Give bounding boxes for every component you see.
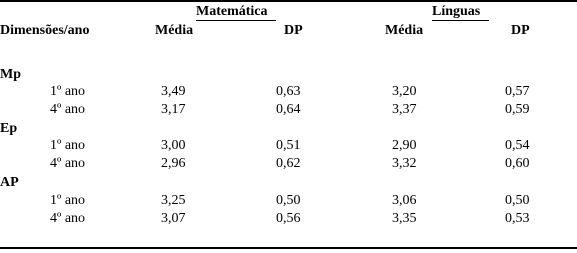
column-header-dimensions-year: Dimensões/ano <box>0 23 90 38</box>
cell-lin-dp: 0,54 <box>505 138 530 153</box>
column-header-lin-dp: DP <box>511 23 530 38</box>
cell-mat-dp: 0,62 <box>276 156 301 171</box>
cell-mat-media: 3,25 <box>161 193 186 208</box>
cell-mat-dp: 0,50 <box>276 193 301 208</box>
section-label-mp: Mp <box>0 67 21 82</box>
cell-lin-dp: 0,57 <box>505 84 530 99</box>
cell-lin-media: 3,37 <box>392 102 417 117</box>
cell-lin-media: 3,35 <box>392 211 417 226</box>
group-header-matematica-underline <box>196 20 276 21</box>
column-header-lin-media: Média <box>385 23 424 38</box>
section-label-ap: AP <box>0 175 19 190</box>
cell-lin-media: 3,20 <box>392 84 417 99</box>
cell-mat-dp: 0,63 <box>276 84 301 99</box>
cell-mat-media: 3,49 <box>161 84 186 99</box>
column-header-mat-media: Média <box>155 23 194 38</box>
cell-mat-media: 3,17 <box>161 102 186 117</box>
column-header-mat-dp: DP <box>284 23 303 38</box>
group-header-matematica: Matemática <box>196 4 268 19</box>
row-label: 4º ano <box>50 156 86 171</box>
table-bottom-rule <box>0 247 577 249</box>
cell-lin-dp: 0,59 <box>505 102 530 117</box>
cell-mat-dp: 0,51 <box>276 138 301 153</box>
group-header-linguas: Línguas <box>432 4 481 19</box>
cell-lin-media: 3,06 <box>392 193 417 208</box>
cell-mat-media: 2,96 <box>161 156 186 171</box>
group-header-linguas-underline <box>432 20 489 21</box>
cell-lin-media: 2,90 <box>392 138 417 153</box>
cell-lin-dp: 0,50 <box>505 193 530 208</box>
cell-lin-media: 3,32 <box>392 156 417 171</box>
row-label: 1º ano <box>50 138 86 153</box>
table-top-rule <box>0 0 577 2</box>
cell-mat-dp: 0,56 <box>276 211 301 226</box>
cell-lin-dp: 0,53 <box>505 211 530 226</box>
row-label: 1º ano <box>50 193 86 208</box>
cell-mat-media: 3,07 <box>161 211 186 226</box>
cell-mat-dp: 0,64 <box>276 102 301 117</box>
row-label: 1º ano <box>50 84 86 99</box>
cell-mat-media: 3,00 <box>161 138 186 153</box>
cell-lin-dp: 0,60 <box>505 156 530 171</box>
row-label: 4º ano <box>50 102 86 117</box>
row-label: 4º ano <box>50 211 86 226</box>
section-label-ep: Ep <box>0 121 18 136</box>
